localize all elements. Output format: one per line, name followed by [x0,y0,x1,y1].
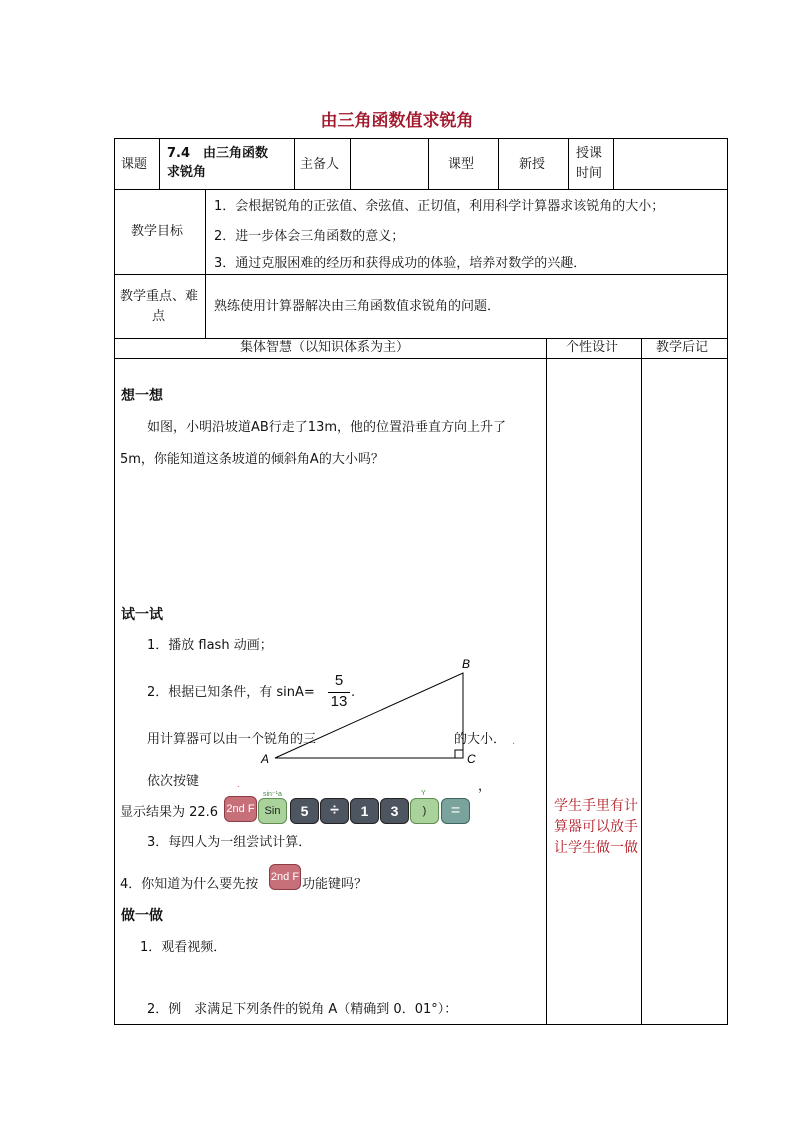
section-try-heading: 试一试 [121,607,163,623]
think-paragraph-1: 如图，小明沿坡道AB行走了13m，他的位置沿垂直方向上升了 [147,420,507,435]
section-think-heading: 想一想 [121,388,163,404]
col-notes: 教学后记 [656,340,709,355]
key-paren-secondary: Y [421,790,426,797]
try-item-2-line2a: 用计算器可以由一个锐角的三 [147,732,317,747]
key-divide: ÷ [320,798,349,824]
key-2ndf-inline: 2nd F [269,864,301,890]
decorative-red-dot: . [237,780,240,789]
key-equals: = [441,798,470,824]
key-5: 5 [290,798,319,824]
do-item-1: 1．观看视频． [140,940,227,955]
goal-item-3: 3．通过克服困难的经历和获得成功的体验，培养对数学的兴趣． [214,256,587,271]
page-title: 由三角函数值求锐角 [320,111,474,131]
try-item-2-prefix: 2．根据已知条件，有 sinA= [147,685,315,700]
shouke-label-line1: 授课 [576,146,603,161]
keypoints-text: 熟练使用计算器解决由三角函数值求锐角的问题． [214,299,501,314]
fraction-denominator: 13 [330,693,348,710]
key-3: 3 [380,798,409,824]
do-item-2: 2．例 求满足下列条件的锐角 A（精确到 0．01°）： [147,1002,458,1017]
shouke-label-line2: 时间 [576,166,603,181]
col-main: 集体智慧（以知识体系为主） [240,340,410,355]
goal-item-1: 1．会根据锐角的正弦值、余弦值、正切值，利用科学计算器求该锐角的大小； [214,199,665,214]
key-sin-secondary: sin⁻¹a [263,791,282,798]
try-item-4-prefix: 4．你知道为什么要先按 [120,877,259,892]
keti-label: 课题 [121,157,148,172]
keti-value-line2: 求锐角 [167,165,207,180]
key-2ndf: 2nd F [224,796,257,822]
try-item-1: 1．播放 flash 动画； [147,638,273,653]
try-item-2-line4: 显示结果为 22.6 [120,805,219,820]
keypoints-label-line2: 点 [152,309,166,324]
fraction-suffix: . [351,685,356,700]
key-sin: Sin [258,798,287,824]
try-item-4-suffix: 功能键吗？ [302,877,368,892]
zhubei-label: 主备人 [300,157,340,172]
section-do-heading: 做一做 [121,908,163,924]
try-item-2-line3-end: ， [478,779,492,794]
personal-design-note: 学生手里有计算器可以放手让学生做一做 [554,798,638,856]
col-personal: 个性设计 [566,340,619,355]
kexing-value: 新授 [519,157,546,172]
vertex-label-c: C [467,752,476,766]
try-item-2-line2b: 的大小． [454,732,507,747]
fraction-numerator: 5 [334,672,344,689]
decorative-dot: . [512,736,516,747]
think-paragraph-2: 5m，你能知道这条坡道的倾斜角A的大小吗？ [120,452,384,467]
goal-item-2: 2．进一步体会三角函数的意义； [214,229,405,244]
keti-value-line1: 7.4 由三角函数 [167,146,269,161]
kexing-label: 课型 [448,157,475,172]
key-paren: ) [410,798,439,824]
keypoints-label-line1: 教学重点、难 [120,289,199,304]
vertex-label-b: B [462,657,471,671]
triangle-figure [255,655,485,770]
try-item-3: 3．每四人为一组尝试计算． [147,835,312,850]
key-1: 1 [350,798,379,824]
goals-label: 教学目标 [131,224,184,239]
vertex-label-a: A [261,752,270,766]
try-item-2-line3: 依次按键 [147,774,200,789]
